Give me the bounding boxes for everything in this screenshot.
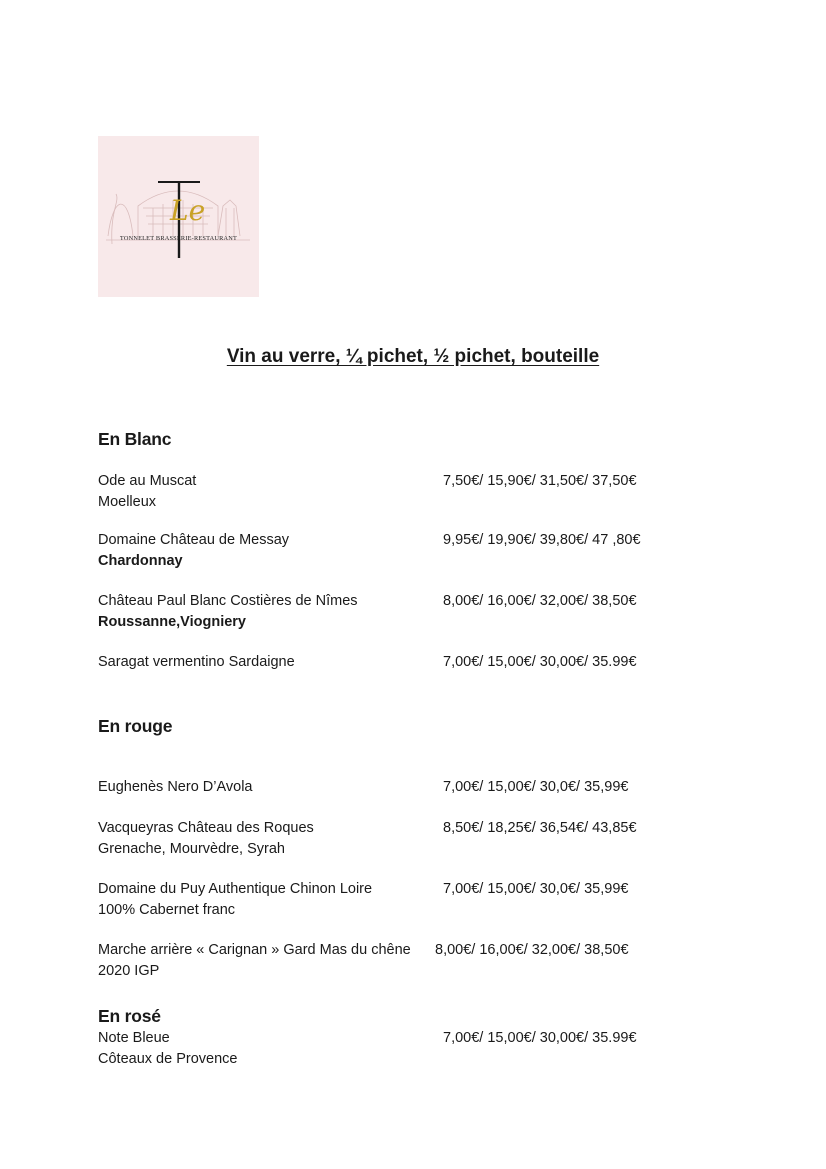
wine-grape: Roussanne,Viogniery — [98, 613, 246, 630]
wine-name: Domaine Château de Messay — [98, 532, 290, 548]
wine-subtitle: Côteaux de Provence — [98, 1050, 238, 1067]
wine-item — [98, 652, 718, 673]
wine-name: Ode au Muscat — [98, 473, 197, 489]
wine-subtitle: 2020 IGP — [98, 962, 160, 979]
wine-price: 7,00€/ 15,00€/ 30,0€/ 35,99€ — [443, 881, 629, 897]
wine-name: Saragat vermentino Sardaigne — [98, 654, 295, 670]
wine-item — [98, 530, 718, 571]
wine-price: 8,50€/ 18,25€/ 36,54€/ 43,85€ — [443, 820, 637, 836]
wine-item — [98, 471, 718, 512]
wine-grape: Chardonnay — [98, 552, 183, 569]
wine-price: 7,00€/ 15,00€/ 30,00€/ 35.99€ — [443, 1030, 637, 1046]
restaurant-logo — [98, 136, 259, 297]
section-heading-rose: En rosé — [98, 1006, 161, 1026]
wine-item — [98, 1028, 718, 1069]
wine-item — [98, 818, 718, 859]
logo-script: Le — [170, 194, 206, 227]
wine-name: Eughenès Nero D’Avola — [98, 779, 253, 795]
section-heading-rouge: En rouge — [98, 716, 173, 736]
page-title: Vin au verre, ¼ pichet, ½ pichet, bouteille — [226, 346, 600, 367]
wine-item — [98, 591, 718, 632]
wine-price: 7,00€/ 15,00€/ 30,00€/ 35.99€ — [443, 654, 637, 670]
wine-name: Domaine du Puy Authentique Chinon Loire — [98, 881, 373, 897]
wine-subtitle: Moelleux — [98, 493, 157, 510]
wine-name: Vacqueyras Château des Roques — [98, 820, 314, 836]
section-heading-blanc: En Blanc — [98, 429, 172, 449]
wine-name: Château Paul Blanc Costières de Nîmes — [98, 593, 358, 609]
wine-subtitle: Grenache, Mourvèdre, Syrah — [98, 840, 285, 857]
wine-item — [98, 940, 718, 981]
wine-price: 7,50€/ 15,90€/ 31,50€/ 37,50€ — [443, 473, 637, 489]
wine-price: 9,95€/ 19,90€/ 39,80€/ 47 ,80€ — [443, 532, 641, 548]
logo-caption: TONNELET BRASSERIE-RESTAURANT — [119, 235, 238, 242]
wine-item — [98, 879, 718, 920]
wine-price: 8,00€/ 16,00€/ 32,00€/ 38,50€ — [443, 593, 637, 609]
wine-price: 8,00€/ 16,00€/ 32,00€/ 38,50€ — [435, 942, 629, 958]
wine-name: Marche arrière « Carignan » Gard Mas du chêne — [98, 942, 411, 958]
wine-price: 7,00€/ 15,00€/ 30,0€/ 35,99€ — [443, 779, 629, 795]
wine-item — [98, 777, 718, 798]
wine-name: Note Bleue — [98, 1030, 170, 1046]
wine-subtitle: 100% Cabernet franc — [98, 901, 236, 918]
